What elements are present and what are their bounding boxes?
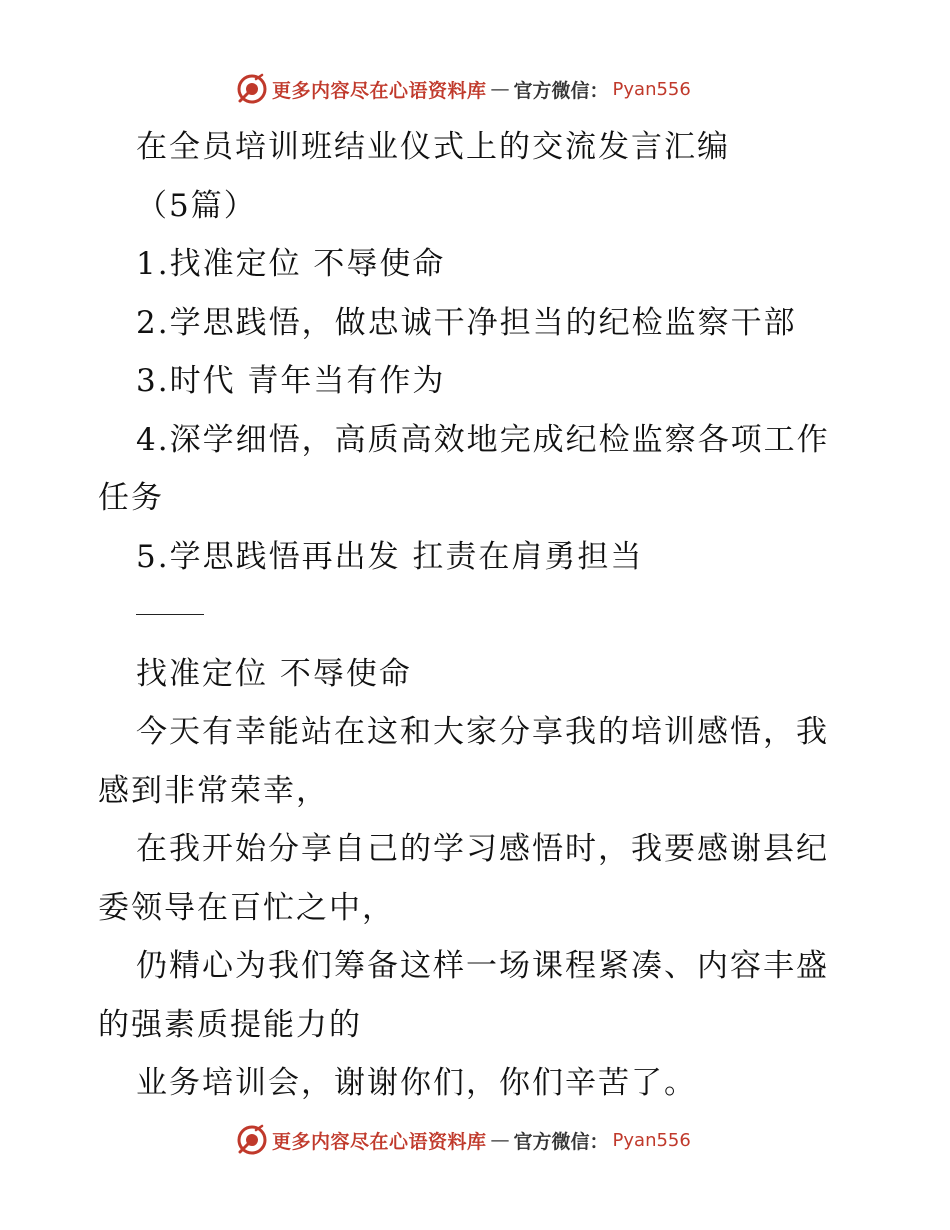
pen-logo-icon: [236, 1124, 268, 1156]
body-paragraph-2-continued: 委领导在百忙之中，: [98, 889, 395, 926]
toc-item-4: 4.深学细悟，高质高效地完成纪检监察各项工作: [136, 421, 830, 458]
watermark-wechat-id: Pyan556: [612, 78, 691, 100]
pen-logo-icon: [236, 73, 268, 105]
divider-spacer: [98, 586, 858, 645]
document-body: [98, 118, 858, 1113]
body-paragraph-3: 仍精心为我们筹备这样一场课程紧凑、内容丰盛: [136, 948, 829, 984]
watermark-text: 更多内容尽在心语资料库: [272, 1130, 487, 1153]
section-divider: [136, 614, 204, 615]
footer-watermark: [236, 1123, 691, 1157]
watermark-wechat-label: 官方微信：: [513, 79, 609, 102]
watermark-wechat-id: Pyan556: [612, 1129, 691, 1151]
body-paragraph-1-continued: 感到非常荣幸，: [98, 772, 329, 809]
document-title-line-2: （5篇）: [136, 187, 257, 224]
section-title: 找准定位 不辱使命: [136, 655, 412, 692]
body-paragraph-3-continued: 的强素质提能力的: [98, 1006, 362, 1043]
body-paragraph-4: 业务培训会，谢谢你们，你们辛苦了。: [136, 1065, 697, 1101]
watermark-text: 更多内容尽在心语资料库: [272, 79, 487, 102]
document-title-line-1: 在全员培训班结业仪式上的交流发言汇编: [136, 129, 730, 165]
body-paragraph-2: 在我开始分享自己的学习感悟时，我要感谢县纪: [136, 831, 829, 867]
toc-item-3: 3.时代 青年当有作为: [136, 363, 446, 399]
toc-item-4-continued: 任务: [98, 480, 164, 516]
toc-item-2: 2.学思践悟，做忠诚干净担当的纪检监察干部: [136, 304, 797, 341]
watermark-dash: —: [490, 78, 510, 100]
body-paragraph-1: 今天有幸能站在这和大家分享我的培训感悟，我: [136, 714, 829, 750]
toc-item-1: 1.找准定位 不辱使命: [136, 246, 446, 282]
toc-item-5: 5.学思践悟再出发 扛责在肩勇担当: [136, 538, 644, 575]
watermark-wechat-label: 官方微信：: [513, 1130, 609, 1153]
header-watermark: [236, 72, 691, 106]
watermark-dash: —: [490, 1129, 510, 1151]
